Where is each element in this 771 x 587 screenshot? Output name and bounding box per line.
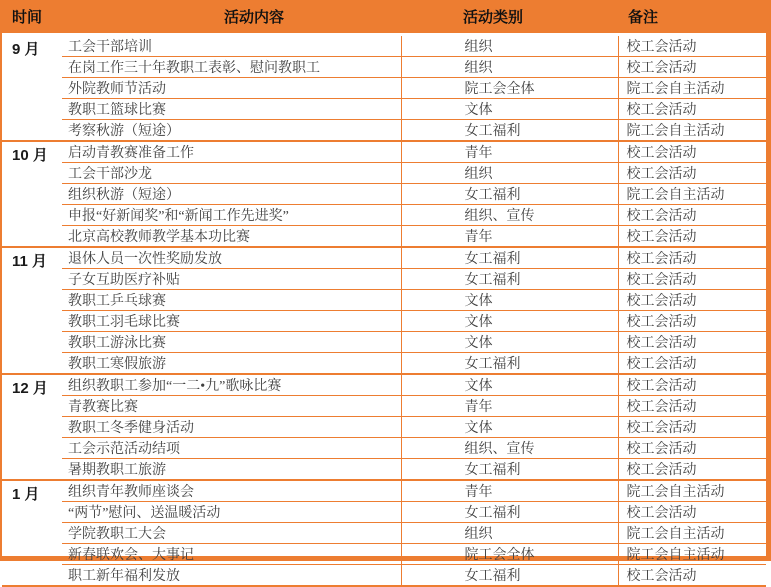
note-cell: 校工会活动 (618, 35, 766, 57)
table-row (2, 332, 766, 353)
activity-category-cell: 院工会全体 (401, 78, 618, 99)
activity-category-cell: 女工福利 (401, 184, 618, 205)
table-row (2, 396, 766, 417)
activity-content-cell: 工会示范活动结项 (62, 438, 401, 459)
table-row (2, 35, 766, 57)
activity-category-cell: 文体 (401, 311, 618, 332)
table-row (2, 311, 766, 332)
activity-category-cell: 青年 (401, 141, 618, 163)
note-cell: 校工会活动 (618, 565, 766, 587)
activity-category-cell: 组织 (401, 57, 618, 78)
activity-category-cell: 组织 (401, 163, 618, 184)
note-cell: 院工会自主活动 (618, 78, 766, 99)
table-row (2, 269, 766, 290)
activity-content-cell: 考察秋游（短途） (62, 120, 401, 142)
table-row (2, 57, 766, 78)
activity-content-cell: 教职工冬季健身活动 (62, 417, 401, 438)
note-cell: 院工会自主活动 (618, 120, 766, 142)
month-cell: 10 月 (2, 141, 62, 247)
note-cell: 校工会活动 (618, 311, 766, 332)
activity-content-cell: 组织教职工参加“一二•九”歌咏比赛 (62, 374, 401, 396)
activity-content-cell: 工会干部培训 (62, 35, 401, 57)
note-cell: 院工会自主活动 (618, 184, 766, 205)
activity-category-cell: 女工福利 (401, 565, 618, 587)
table-row (2, 163, 766, 184)
table-row (2, 205, 766, 226)
activity-content-cell: 青教赛比赛 (62, 396, 401, 417)
activity-content-cell: 申报“好新闻奖”和“新闻工作先进奖” (62, 205, 401, 226)
note-cell: 校工会活动 (618, 459, 766, 481)
activity-category-cell: 组织、宣传 (401, 438, 618, 459)
column-header-content: 活动内容 (62, 0, 401, 35)
activity-content-cell: 暑期教职工旅游 (62, 459, 401, 481)
note-cell: 校工会活动 (618, 502, 766, 523)
note-cell: 校工会活动 (618, 417, 766, 438)
note-cell: 校工会活动 (618, 57, 766, 78)
note-cell: 校工会活动 (618, 269, 766, 290)
note-cell: 校工会活动 (618, 332, 766, 353)
activity-content-cell: 工会干部沙龙 (62, 163, 401, 184)
activity-content-cell: 外院教师节活动 (62, 78, 401, 99)
activity-category-cell: 文体 (401, 99, 618, 120)
table-row (2, 480, 766, 502)
table-row (2, 184, 766, 205)
activity-category-cell: 文体 (401, 290, 618, 311)
note-cell: 校工会活动 (618, 205, 766, 226)
activity-content-cell: 在岗工作三十年教职工表彰、慰问教职工 (62, 57, 401, 78)
activity-category-cell: 文体 (401, 417, 618, 438)
table-row (2, 120, 766, 142)
note-cell: 校工会活动 (618, 99, 766, 120)
table-row (2, 417, 766, 438)
schedule-table-body (2, 35, 766, 587)
activity-category-cell: 青年 (401, 480, 618, 502)
activity-content-cell: 启动青教赛准备工作 (62, 141, 401, 163)
activity-content-cell: 组织青年教师座谈会 (62, 480, 401, 502)
schedule-table (2, 0, 766, 587)
activity-content-cell: 退休人员一次性奖励发放 (62, 247, 401, 269)
activity-content-cell: 教职工寒假旅游 (62, 353, 401, 375)
note-cell: 校工会活动 (618, 396, 766, 417)
column-header-note: 备注 (618, 0, 766, 35)
table-row (2, 565, 766, 587)
month-cell: 1 月 (2, 480, 62, 586)
note-cell: 校工会活动 (618, 141, 766, 163)
table-row (2, 78, 766, 99)
activity-content-cell: 教职工篮球比赛 (62, 99, 401, 120)
table-row (2, 523, 766, 544)
table-row (2, 544, 766, 565)
table-row (2, 374, 766, 396)
note-cell: 院工会自主活动 (618, 480, 766, 502)
table-row (2, 459, 766, 481)
month-cell: 12 月 (2, 374, 62, 480)
activity-content-cell: 学院教职工大会 (62, 523, 401, 544)
activity-content-cell: 教职工乒乓球赛 (62, 290, 401, 311)
activity-category-cell: 青年 (401, 396, 618, 417)
activity-content-cell: 北京高校教师教学基本功比赛 (62, 226, 401, 248)
note-cell: 校工会活动 (618, 247, 766, 269)
activity-content-cell: “两节”慰问、送温暖活动 (62, 502, 401, 523)
column-header-category: 活动类别 (401, 0, 618, 35)
header-row (2, 0, 766, 35)
activity-category-cell: 文体 (401, 374, 618, 396)
activity-content-cell: 组织秋游（短途） (62, 184, 401, 205)
activity-content-cell: 新春联欢会、大事记 (62, 544, 401, 565)
month-cell: 11 月 (2, 247, 62, 374)
month-cell: 9 月 (2, 35, 62, 142)
table-header (2, 0, 766, 35)
activity-category-cell: 女工福利 (401, 353, 618, 375)
note-cell: 校工会活动 (618, 374, 766, 396)
activity-content-cell: 子女互助医疗补贴 (62, 269, 401, 290)
table-row (2, 99, 766, 120)
column-header-time: 时间 (2, 0, 62, 35)
note-cell: 校工会活动 (618, 438, 766, 459)
activity-category-cell: 女工福利 (401, 247, 618, 269)
note-cell: 院工会自主活动 (618, 544, 766, 565)
table-row (2, 226, 766, 248)
note-cell: 院工会自主活动 (618, 523, 766, 544)
table-row (2, 502, 766, 523)
activity-content-cell: 职工新年福利发放 (62, 565, 401, 587)
activity-content-cell: 教职工羽毛球比赛 (62, 311, 401, 332)
activity-category-cell: 女工福利 (401, 120, 618, 142)
note-cell: 校工会活动 (618, 226, 766, 248)
activity-category-cell: 组织、宣传 (401, 205, 618, 226)
activity-content-cell: 教职工游泳比赛 (62, 332, 401, 353)
note-cell: 校工会活动 (618, 163, 766, 184)
activity-category-cell: 组织 (401, 35, 618, 57)
table-row (2, 353, 766, 375)
table-row (2, 141, 766, 163)
activity-category-cell: 院工会全体 (401, 544, 618, 565)
activity-category-cell: 女工福利 (401, 459, 618, 481)
activity-category-cell: 文体 (401, 332, 618, 353)
activity-category-cell: 女工福利 (401, 502, 618, 523)
note-cell: 校工会活动 (618, 290, 766, 311)
table-row (2, 438, 766, 459)
table-row (2, 290, 766, 311)
note-cell: 校工会活动 (618, 353, 766, 375)
activity-category-cell: 组织 (401, 523, 618, 544)
activity-category-cell: 青年 (401, 226, 618, 248)
table-row (2, 247, 766, 269)
activity-category-cell: 女工福利 (401, 269, 618, 290)
